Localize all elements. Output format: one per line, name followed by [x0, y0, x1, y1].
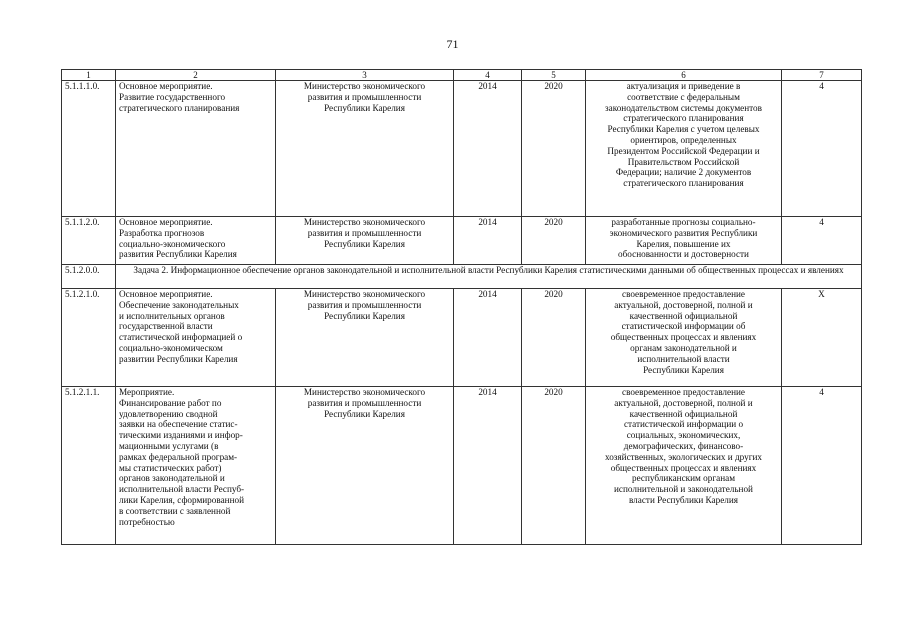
row-end-year: 2020 [522, 81, 586, 217]
row-start-year: 2014 [454, 81, 522, 217]
row-executor: Министерство экономического развития и промышленности Республики Карелия [276, 289, 454, 387]
header-cell: 6 [586, 70, 782, 81]
row-code: 5.1.1.1.0. [62, 81, 116, 217]
row-start-year: 2014 [454, 217, 522, 265]
page-number: 71 [446, 37, 459, 51]
header-cell: 3 [276, 70, 454, 81]
row-end-year: 2020 [522, 217, 586, 265]
row-indicator: 4 [782, 217, 862, 265]
table-row [62, 289, 862, 387]
table-row [62, 81, 862, 217]
program-table [61, 69, 862, 545]
row-result: актуализация и приведение в соответствие с федеральным законодательством системы документов стратегического планирования Республики Карелия с учетом целевых ориентиров, определенных Президентом Российской Федерации и Правительством Российской Федерации; наличие 2 документов стратегического планирования [586, 81, 782, 217]
row-indicator: 4 [782, 81, 862, 217]
header-row [62, 70, 862, 81]
row-code: 5.1.2.0.0. [62, 265, 116, 289]
row-name: Основное мероприятие. Обеспечение законодательных и исполнительных органов государственной власти статистической информацией о социально-экономическом развитии Республики Карелия [116, 289, 276, 387]
task-title: Задача 2. Информационное обеспечение органов законодательной и исполнительной власти Республики Карелия статистическими данными об общественных процессах и явлениях [116, 265, 862, 289]
row-executor: Министерство экономического развития и промышленности Республики Карелия [276, 387, 454, 545]
row-code: 5.1.2.1.1. [62, 387, 116, 545]
row-executor: Министерство экономического развития и промышленности Республики Карелия [276, 217, 454, 265]
row-indicator: Х [782, 289, 862, 387]
header-cell: 5 [522, 70, 586, 81]
row-result: своевременное предоставление актуальной, достоверной, полной и качественной официальной статистической информации об общественных процессах и явлениях органам законодательной и исполнительной власти Республики Карелия [586, 289, 782, 387]
row-result: разработанные прогнозы социально- экономического развития Республики Карелия, повышение их обоснованности и достоверности [586, 217, 782, 265]
table-row [62, 217, 862, 265]
row-end-year: 2020 [522, 289, 586, 387]
header-cell: 7 [782, 70, 862, 81]
row-code: 5.1.1.2.0. [62, 217, 116, 265]
row-result: своевременное предоставление актуальной, достоверной, полной и качественной официальной статистической информации о социальных, экономических, демографических, финансово- хозяйственных, экологических и других общественных процессах и явлениях республиканским органам исполнительной и законодательной власти Республики Карелия [586, 387, 782, 545]
header-cell: 1 [62, 70, 116, 81]
task-row [62, 265, 862, 289]
row-name: Основное мероприятие. Разработка прогнозов социально-экономического развития Республики Карелия [116, 217, 276, 265]
row-indicator: 4 [782, 387, 862, 545]
row-start-year: 2014 [454, 387, 522, 545]
table-row [62, 387, 862, 545]
header-cell: 2 [116, 70, 276, 81]
row-name: Основное мероприятие. Развитие государственного стратегического планирования [116, 81, 276, 217]
row-start-year: 2014 [454, 289, 522, 387]
row-end-year: 2020 [522, 387, 586, 545]
row-executor: Министерство экономического развития и промышленности Республики Карелия [276, 81, 454, 217]
row-name: Мероприятие. Финансирование работ по удовлетворению сводной заявки на обеспечение статис- тическими изданиями и инфор- мационными услугами (в рамках федеральной програм- мы статистических работ) органов законодательной и исполнительной власти Респуб- лики Карелия, сформированной в соответствии с заявленной потребностью [116, 387, 276, 545]
row-code: 5.1.2.1.0. [62, 289, 116, 387]
header-cell: 4 [454, 70, 522, 81]
